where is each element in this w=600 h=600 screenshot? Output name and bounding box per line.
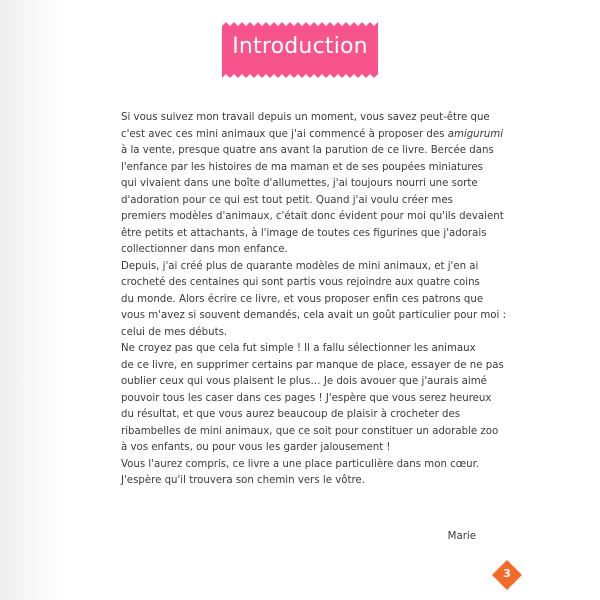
title-banner xyxy=(222,22,378,78)
text-line: vous m'avez si souvent demandés, cela avait un goût particulier pour moi : xyxy=(121,310,507,321)
page-number-badge xyxy=(492,560,522,590)
text-line-with-italic xyxy=(121,127,504,144)
text-line: à la vente, presque quatre ans avant la parution de ce livre. Bercée dans xyxy=(121,145,494,156)
text-line: Si vous suivez mon travail depuis un moment, vous savez peut-être que xyxy=(121,112,490,123)
text-segment: c'est avec ces mini animaux que j'ai commencé à proposer des xyxy=(121,128,448,140)
introduction-body xyxy=(121,110,507,490)
text-line: Vous l'aurez compris, ce livre a une place particulière dans mon cœur. xyxy=(121,458,480,470)
text-line: ribambelles de mini animaux, que ce soit pour constituer un adorable zoo xyxy=(121,425,499,437)
text-line: collectionner dans mon enfance. xyxy=(121,244,288,255)
text-line: l'enfance par les histoires de ma maman et de ses poupées miniatures xyxy=(121,161,483,173)
text-line: Depuis, j'ai créé plus de quarante modèles de mini animaux, et j'en ai xyxy=(121,260,479,272)
text-line: pouvoir tous les caser dans ces pages ! J'espère que vous serez heureux xyxy=(121,392,492,404)
page-title: Introduction xyxy=(232,34,368,59)
italic-term: amigurumi xyxy=(447,128,504,140)
text-line: d'adoration pour ce qui est tout petit. Quand j'ai voulu créer mes xyxy=(121,194,453,206)
text-line: celui de mes débuts. xyxy=(121,326,228,338)
text-line: du monde. Alors écrire ce livre, et vous proposer enfin ces patrons que xyxy=(121,293,484,305)
text-line: à vos enfants, ou pour vous les garder jalousement ! xyxy=(121,442,391,453)
text-line: oublier ceux qui vous plaisent le plus… Je dois avouer que j'aurais aimé xyxy=(121,376,487,387)
spine-shadow xyxy=(0,0,70,600)
text-line: de ce livre, en supprimer certains par manque de place, essayer de ne pas xyxy=(121,359,504,371)
text-line: crocheté des centaines qui sont partis vous rejoindre aux quatre coins xyxy=(121,277,480,288)
text-line: du résultat, et que vous aurez beaucoup de plaisir à crocheter des xyxy=(121,409,461,420)
page-number: 3 xyxy=(503,567,511,580)
text-line: qui vivaient dans une boîte d'allumettes, j'ai toujours nourri une sorte xyxy=(121,178,478,189)
text-line: Ne croyez pas que cela fut simple ! Il a fallu sélectionner les animaux xyxy=(121,343,476,354)
text-line: J'espère qu'il trouvera son chemin vers le vôtre. xyxy=(121,475,365,486)
text-line: premiers modèles d'animaux, c'était donc évident pour moi qu'ils devaient xyxy=(121,211,504,222)
text-line: être petits et attachants, à l'image de toutes ces figurines que j'adorais xyxy=(121,227,487,239)
author-signature: Marie xyxy=(447,531,476,542)
